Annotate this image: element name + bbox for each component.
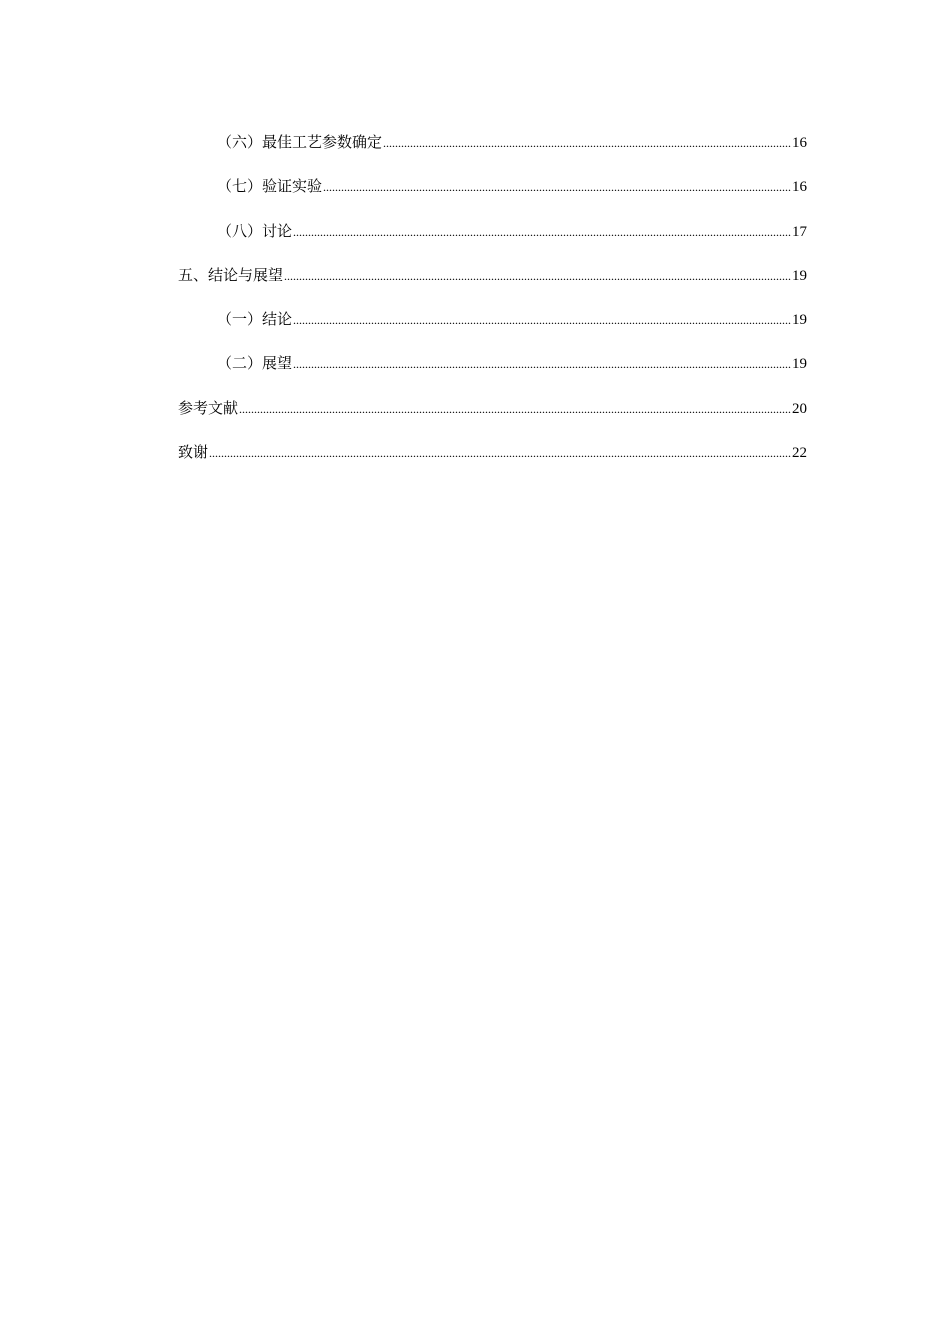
toc-leader-dots xyxy=(209,441,791,465)
toc-leader-dots xyxy=(293,308,791,332)
toc-entry-page: 16 xyxy=(792,179,807,196)
toc-entry[interactable] xyxy=(178,351,807,395)
toc-entry-page: 19 xyxy=(792,312,807,329)
toc-entry[interactable] xyxy=(178,396,807,440)
toc-leader-dots xyxy=(284,264,791,288)
toc-entry[interactable] xyxy=(178,307,807,351)
toc-entry-page: 17 xyxy=(792,223,807,240)
toc-entry[interactable] xyxy=(178,174,807,218)
toc-entry-page: 19 xyxy=(792,356,807,373)
toc-entry-title: 参考文献 xyxy=(178,398,239,417)
table-of-contents xyxy=(178,130,807,484)
toc-entry-title: （二）展望 xyxy=(217,354,293,373)
toc-entry-title: （六）最佳工艺参数确定 xyxy=(217,133,383,151)
toc-entry-page: 20 xyxy=(792,400,807,417)
toc-entry-title: （八）讨论 xyxy=(217,221,293,240)
toc-leader-dots xyxy=(323,175,791,199)
toc-entry[interactable] xyxy=(178,219,807,263)
toc-entry[interactable] xyxy=(178,263,807,307)
toc-entry-title: 致谢 xyxy=(178,443,209,462)
toc-entry-page: 16 xyxy=(792,135,807,151)
toc-entry-page: 22 xyxy=(792,445,807,462)
toc-entry-page: 19 xyxy=(792,267,807,284)
toc-leader-dots xyxy=(239,397,791,421)
toc-entry-title: （七）验证实验 xyxy=(217,177,323,196)
toc-entry-title: 五、结论与展望 xyxy=(178,265,284,284)
toc-entry-title: （一）结论 xyxy=(217,310,293,329)
toc-leader-dots xyxy=(293,352,791,376)
toc-leader-dots xyxy=(293,220,791,244)
toc-entry[interactable] xyxy=(178,130,807,174)
toc-leader-dots xyxy=(383,131,791,155)
toc-entry[interactable] xyxy=(178,440,807,484)
